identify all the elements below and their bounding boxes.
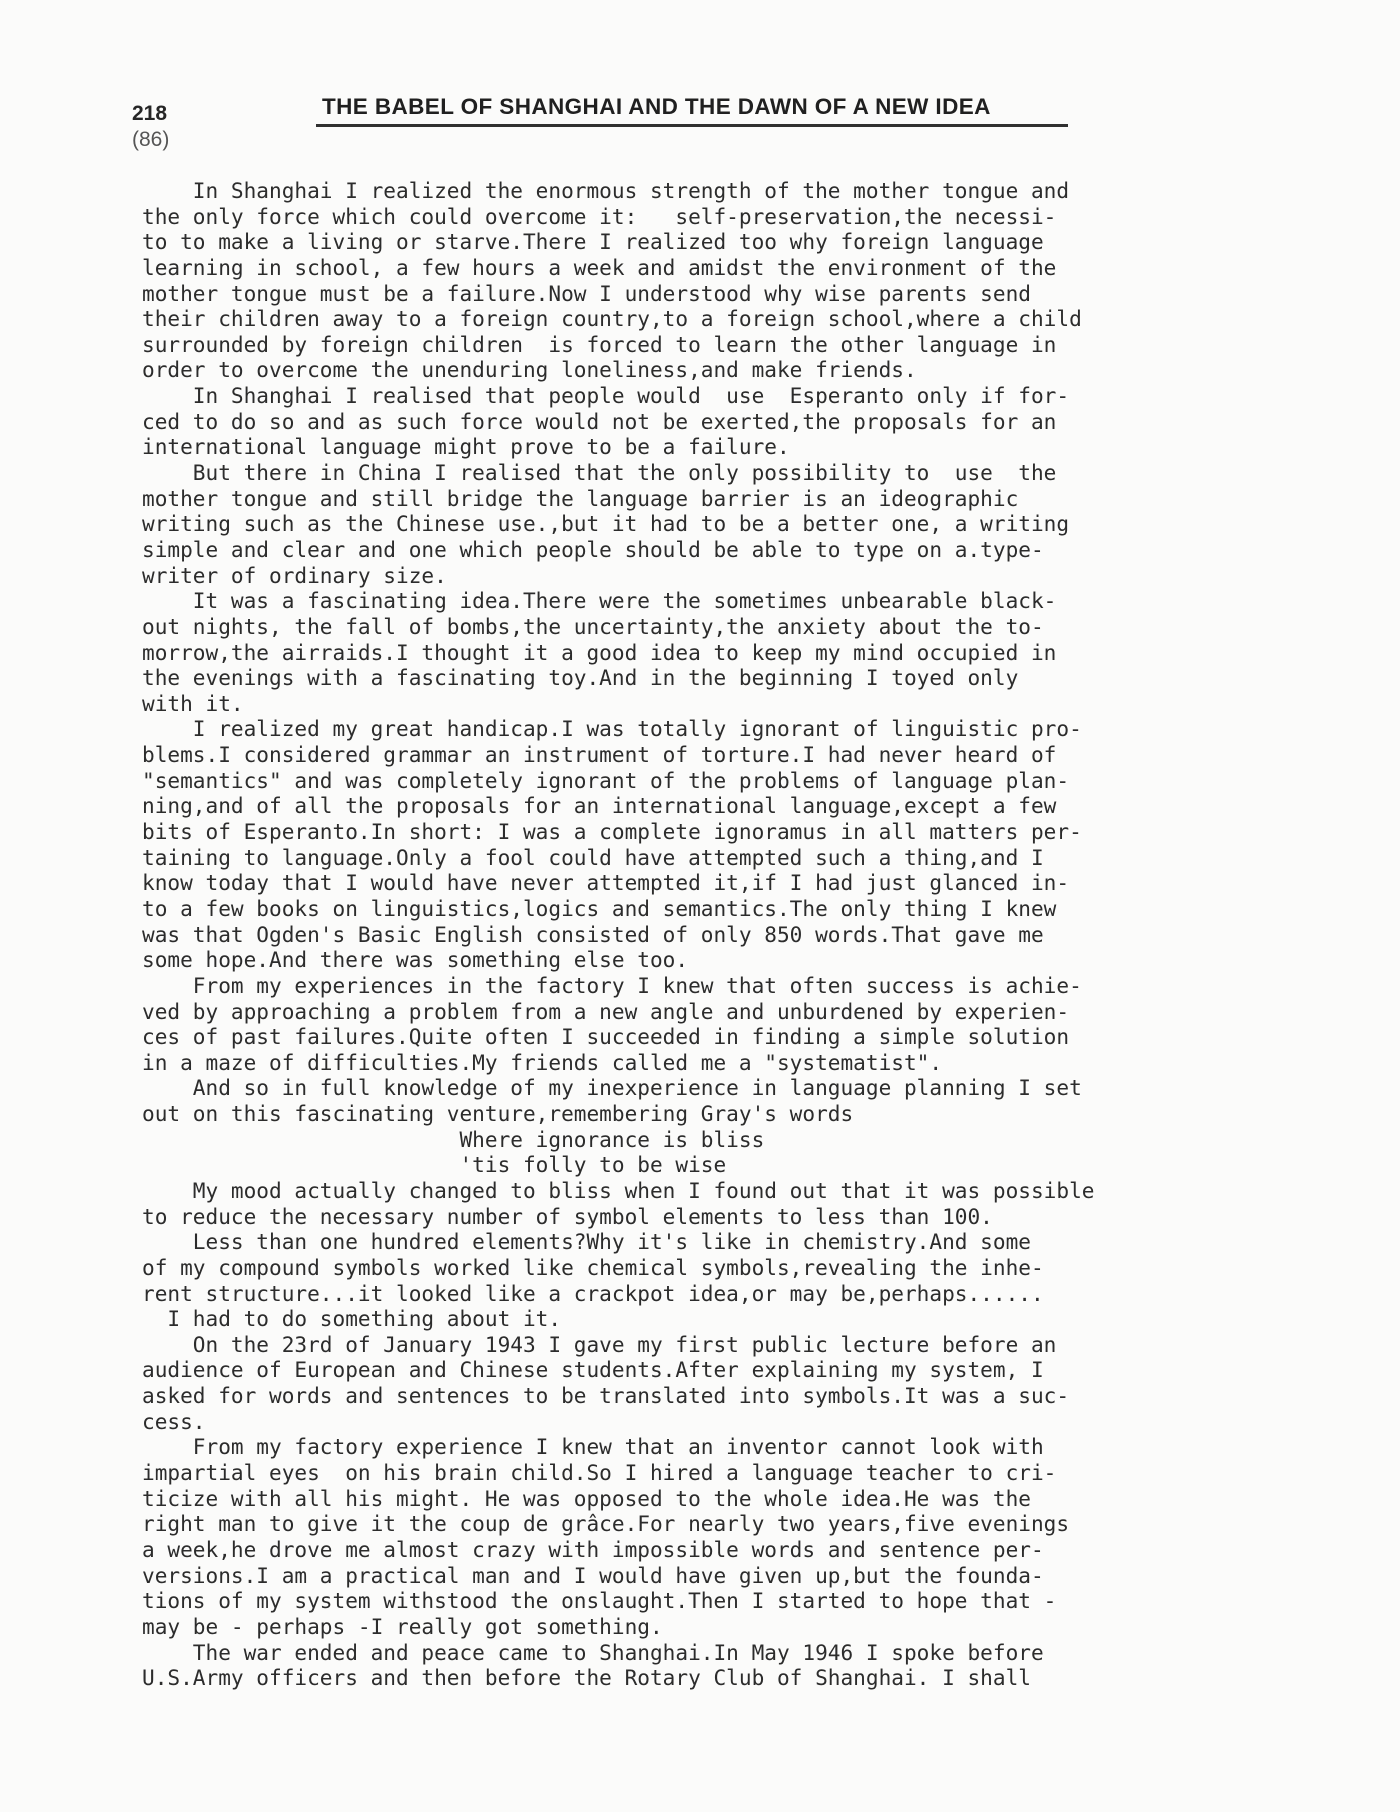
body-text (142, 178, 1262, 1691)
text-line: blems.I considered grammar an instrument of torture.I had never heard of (142, 742, 1057, 768)
text-line: mother tongue must be a failure.Now I understood why wise parents send (142, 280, 1031, 306)
text-line: may be - perhaps -I really got something. (142, 1613, 663, 1639)
text-line: ces of past failures.Quite often I succeeded in finding a simple solution (142, 1024, 1070, 1050)
page-number-alt: (86) (132, 128, 170, 151)
text-line: It was a fascinating idea.There were the sometimes unbearable black- (142, 588, 1057, 614)
text-line: in a maze of difficulties.My friends called me a "systematist". (142, 1049, 943, 1075)
text-line: 'tis folly to be wise (142, 1152, 727, 1178)
text-line: cess. (142, 1408, 206, 1434)
text-line: Where ignorance is bliss (142, 1126, 765, 1152)
text-line: ved by approaching a problem from a new angle and unburdened by experien- (142, 998, 1070, 1024)
text-line: On the 23rd of January 1943 I gave my first public lecture before an (142, 1331, 1057, 1357)
text-line: From my factory experience I knew that an inventor cannot look with (142, 1434, 1044, 1460)
text-line: From my experiences in the factory I knew that often success is achie- (142, 972, 1082, 998)
text-line: tions of my system withstood the onslaught.Then I started to hope that - (142, 1588, 1057, 1614)
header-underline (316, 124, 1068, 127)
text-line: I had to do something about it. (142, 1306, 562, 1332)
text-line: But there in China I realised that the only possibility to use the (142, 460, 1057, 486)
text-line: ning,and of all the proposals for an international language,except a few (142, 793, 1057, 819)
text-line: And so in full knowledge of my inexperience in language planning I set (142, 1075, 1082, 1101)
text-line: impartial eyes on his brain child.So I hired a language teacher to cri- (142, 1460, 1057, 1486)
text-line: writer of ordinary size. (142, 562, 447, 588)
text-line: learning in school, a few hours a week and amidst the environment of the (142, 254, 1057, 280)
text-line: was that Ogden's Basic English consisted of only 850 words.That gave me (142, 921, 1044, 947)
text-line: bits of Esperanto.In short: I was a complete ignoramus in all matters per- (142, 819, 1082, 845)
text-line: writing such as the Chinese use.,but it had to be a better one, a writing (142, 511, 1070, 537)
text-line: rent structure...it looked like a crackpot idea,or may be,perhaps...... (142, 1280, 1044, 1306)
text-line: some hope.And there was something else too. (142, 947, 689, 973)
text-line: the only force which could overcome it: self-preservation,the necessi- (142, 203, 1057, 229)
text-line: to a few books on linguistics,logics and semantics.The only thing I knew (142, 895, 1057, 921)
text-line: a week,he drove me almost crazy with impossible words and sentence per- (142, 1536, 1044, 1562)
text-line: U.S.Army officers and then before the Rotary Club of Shanghai. I shall (142, 1665, 1031, 1691)
text-line: "semantics" and was completely ignorant of the problems of language plan- (142, 767, 1070, 793)
text-line: morrow,the airraids.I thought it a good idea to keep my mind occupied in (142, 639, 1057, 665)
text-line: out nights, the fall of bombs,the uncertainty,the anxiety about the to- (142, 613, 1044, 639)
text-line: mother tongue and still bridge the language barrier is an ideographic (142, 485, 1019, 511)
text-line: audience of European and Chinese students.After explaining my system, I (142, 1357, 1044, 1383)
text-line: versions.I am a practical man and I would have given up,but the founda- (142, 1562, 1044, 1588)
text-line: ticize with all his might. He was opposed to the whole idea.He was the (142, 1485, 1031, 1511)
page-number: 218 (132, 102, 168, 125)
text-line: The war ended and peace came to Shanghai.In May 1946 I spoke before (142, 1639, 1044, 1665)
text-line: the evenings with a fascinating toy.And in the beginning I toyed only (142, 665, 1019, 691)
text-line: In Shanghai I realized the enormous strength of the mother tongue and (142, 178, 1070, 203)
text-line: their children away to a foreign country,to a foreign school,where a child (142, 306, 1082, 332)
text-line: to to make a living or starve.There I realized too why foreign language (142, 229, 1044, 255)
text-line: taining to language.Only a fool could have attempted such a thing,and I (142, 844, 1044, 870)
text-line: surrounded by foreign children is forced to learn the other language in (142, 331, 1057, 357)
text-line: asked for words and sentences to be translated into symbols.It was a suc- (142, 1383, 1070, 1409)
text-line: international language might prove to be a failure. (142, 434, 790, 460)
text-line: I realized my great handicap.I was totally ignorant of linguistic pro- (142, 716, 1082, 742)
text-line: know today that I would have never attempted it,if I had just glanced in- (142, 870, 1070, 896)
text-line: out on this fascinating venture,remembering Gray's words (142, 1101, 854, 1127)
text-line: My mood actually changed to bliss when I found out that it was possible (142, 1177, 1095, 1203)
text-line: simple and clear and one which people should be able to type on a.type- (142, 536, 1044, 562)
text-line: to reduce the necessary number of symbol elements to less than 100. (142, 1203, 993, 1229)
text-line: ced to do so and as such force would not be exerted,the proposals for an (142, 408, 1057, 434)
text-line: with it. (142, 690, 244, 716)
running-head-title: THE BABEL OF SHANGHAI AND THE DAWN OF A NEW IDEA (322, 94, 991, 119)
text-line: of my compound symbols worked like chemical symbols,revealing the inhe- (142, 1254, 1044, 1280)
text-line: In Shanghai I realised that people would use Esperanto only if for- (142, 383, 1070, 409)
text-line: Less than one hundred elements?Why it's like in chemistry.And some (142, 1229, 1031, 1255)
text-line: right man to give it the coup de grâce.For nearly two years,five evenings (142, 1511, 1070, 1537)
text-line: order to overcome the unenduring loneliness,and make friends. (142, 357, 917, 383)
